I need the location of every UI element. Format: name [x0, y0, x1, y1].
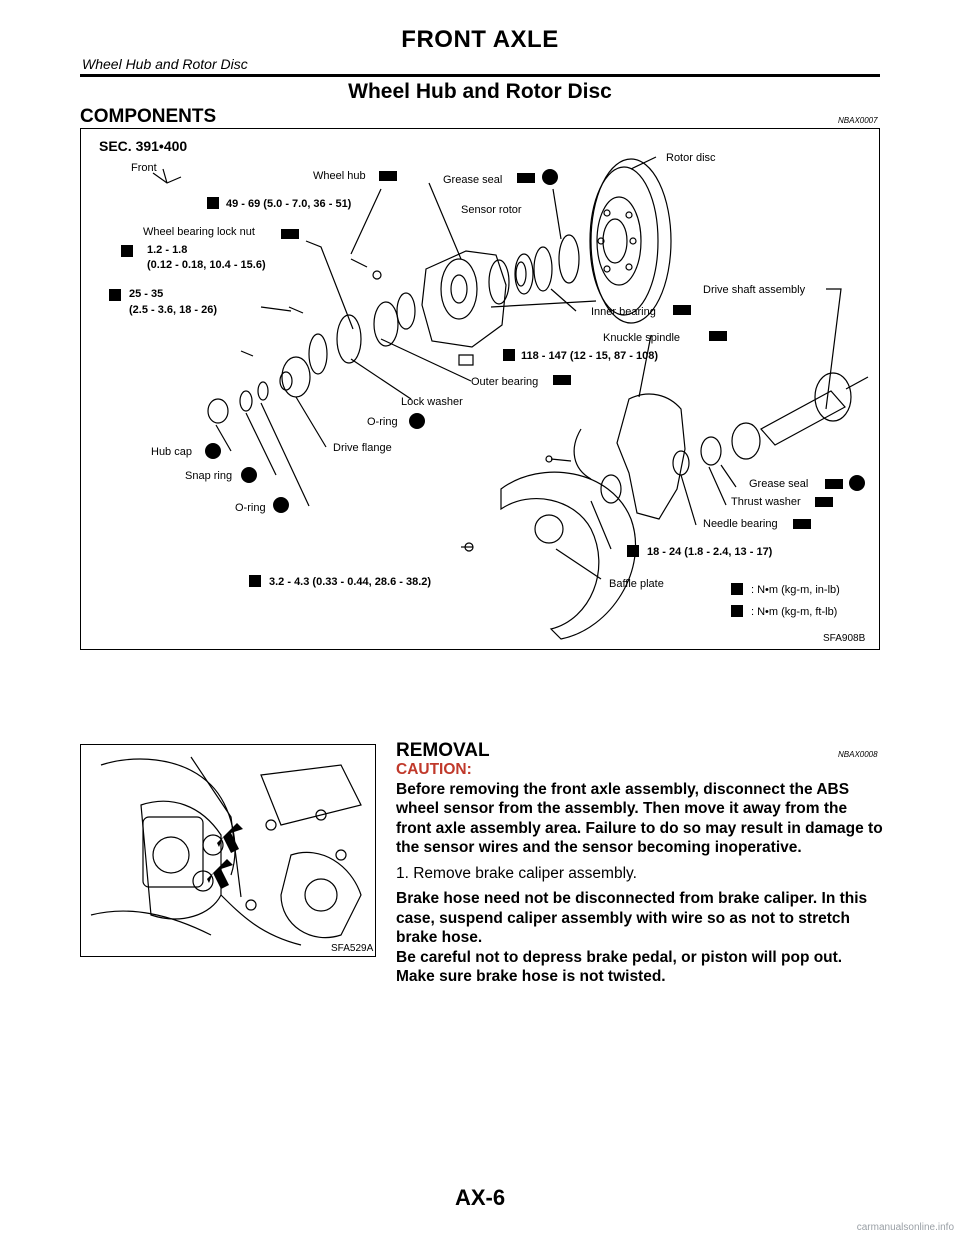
torque-wrench-icon	[731, 583, 743, 595]
removal-figure	[80, 744, 376, 957]
label-torque-18: 18 - 24 (1.8 - 2.4, 13 - 17)	[647, 546, 773, 558]
label-front: Front	[131, 162, 157, 174]
grease-icon	[709, 331, 727, 341]
label-baffle-plate: Baffle plate	[609, 578, 664, 590]
label-needle-bearing: Needle bearing	[703, 518, 778, 530]
label-thrust-washer: Thrust washer	[731, 496, 801, 508]
header-subtitle: Wheel Hub and Rotor Disc	[82, 56, 248, 72]
components-heading: COMPONENTS	[80, 106, 217, 127]
label-lock-nut: Wheel bearing lock nut	[143, 226, 255, 238]
label-torque-118: 118 - 147 (12 - 15, 87 - 108)	[521, 350, 658, 362]
caution-text: Before removing the front axle assembly, disconnect the ABS wheel sensor from the assembly. Then move it away from the front axle assembly area. Failure to do so may result in damage to the sensor wires and the sensor becoming inoperative.	[396, 780, 883, 856]
section-title: Wheel Hub and Rotor Disc	[348, 80, 612, 103]
note-3: Make sure brake hose is not twisted.	[396, 968, 666, 985]
grease-icon	[673, 305, 691, 315]
grease-icon	[815, 497, 833, 507]
replace-part-icon	[273, 497, 289, 513]
grease-icon	[825, 479, 843, 489]
note-2: Be careful not to depress brake pedal, or piston will pop out.	[396, 948, 843, 966]
label-o-ring-1: O-ring	[367, 416, 398, 428]
grease-icon	[553, 375, 571, 385]
page-number: AX-6	[454, 1185, 506, 1210]
label-wheel-hub: Wheel hub	[313, 170, 366, 182]
grease-icon	[281, 229, 299, 239]
label-lock-washer: Lock washer	[401, 396, 463, 408]
components-code: NBAX0007	[838, 116, 878, 125]
label-rotor-disc: Rotor disc	[666, 152, 716, 164]
label-hub-cap: Hub cap	[151, 446, 192, 458]
label-lock-nut-torque-1: 1.2 - 1.8	[147, 244, 188, 256]
note-1: Brake hose need not be disconnected from brake caliper. In this case, suspend caliper assembly with wire so as not to stretch brake hose.	[396, 890, 868, 946]
grease-icon	[793, 519, 811, 529]
header-divider	[80, 74, 880, 77]
replace-part-icon	[542, 169, 558, 185]
torque-wrench-icon	[109, 289, 121, 301]
torque-wrench-icon	[731, 605, 743, 617]
figure-caption-removal: SFA529A	[331, 943, 374, 954]
label-torque-hub: 49 - 69 (5.0 - 7.0, 36 - 51)	[226, 198, 352, 210]
replace-part-icon	[409, 413, 425, 429]
label-drive-flange: Drive flange	[333, 442, 392, 454]
watermark: carmanualsonline.info	[856, 1222, 954, 1233]
label-grease-seal: Grease seal	[443, 174, 503, 186]
torque-wrench-icon	[207, 197, 219, 209]
label-torque-32: 3.2 - 4.3 (0.33 - 0.44, 28.6 - 38.2)	[269, 576, 432, 588]
label-inner-bearing: Inner bearing	[591, 306, 656, 318]
replace-part-icon	[849, 475, 865, 491]
grease-icon	[517, 173, 535, 183]
label-knuckle-spindle: Knuckle spindle	[603, 332, 681, 344]
removal-heading: REMOVAL	[396, 740, 490, 761]
label-outer-bearing: Outer bearing	[471, 376, 539, 388]
step-1: 1. Remove brake caliper assembly.	[396, 864, 637, 882]
replace-part-icon	[205, 443, 221, 459]
label-o-ring-2: O-ring	[235, 502, 266, 514]
grease-icon	[379, 171, 397, 181]
label-snap-ring: Snap ring	[185, 470, 233, 482]
legend-in-lb: : N•m (kg-m, in-lb)	[751, 584, 840, 596]
removal-code: NBAX0008	[838, 750, 878, 759]
replace-part-icon	[241, 467, 257, 483]
torque-wrench-icon	[249, 575, 261, 587]
label-torque-25-a: 25 - 35	[129, 288, 164, 300]
label-lock-nut-torque-2: (0.12 - 0.18, 10.4 - 15.6)	[147, 259, 266, 271]
removal-body	[396, 760, 884, 987]
label-torque-25-b: (2.5 - 3.6, 18 - 26)	[129, 304, 218, 316]
caution-label: CAUTION:	[396, 761, 472, 778]
label-drive-shaft: Drive shaft assembly	[703, 284, 806, 296]
torque-wrench-icon	[121, 245, 133, 257]
sec-number: SEC. 391•400	[99, 138, 188, 154]
torque-wrench-icon	[627, 545, 639, 557]
torque-wrench-icon	[503, 349, 515, 361]
label-sensor-rotor: Sensor rotor	[461, 204, 522, 216]
label-grease-seal-2: Grease seal	[749, 478, 809, 490]
legend-ft-lb: : N•m (kg-m, ft-lb)	[751, 606, 838, 618]
components-diagram	[80, 128, 880, 650]
figure-caption-components: SFA908B	[823, 633, 866, 644]
header-title: FRONT AXLE	[401, 26, 559, 53]
